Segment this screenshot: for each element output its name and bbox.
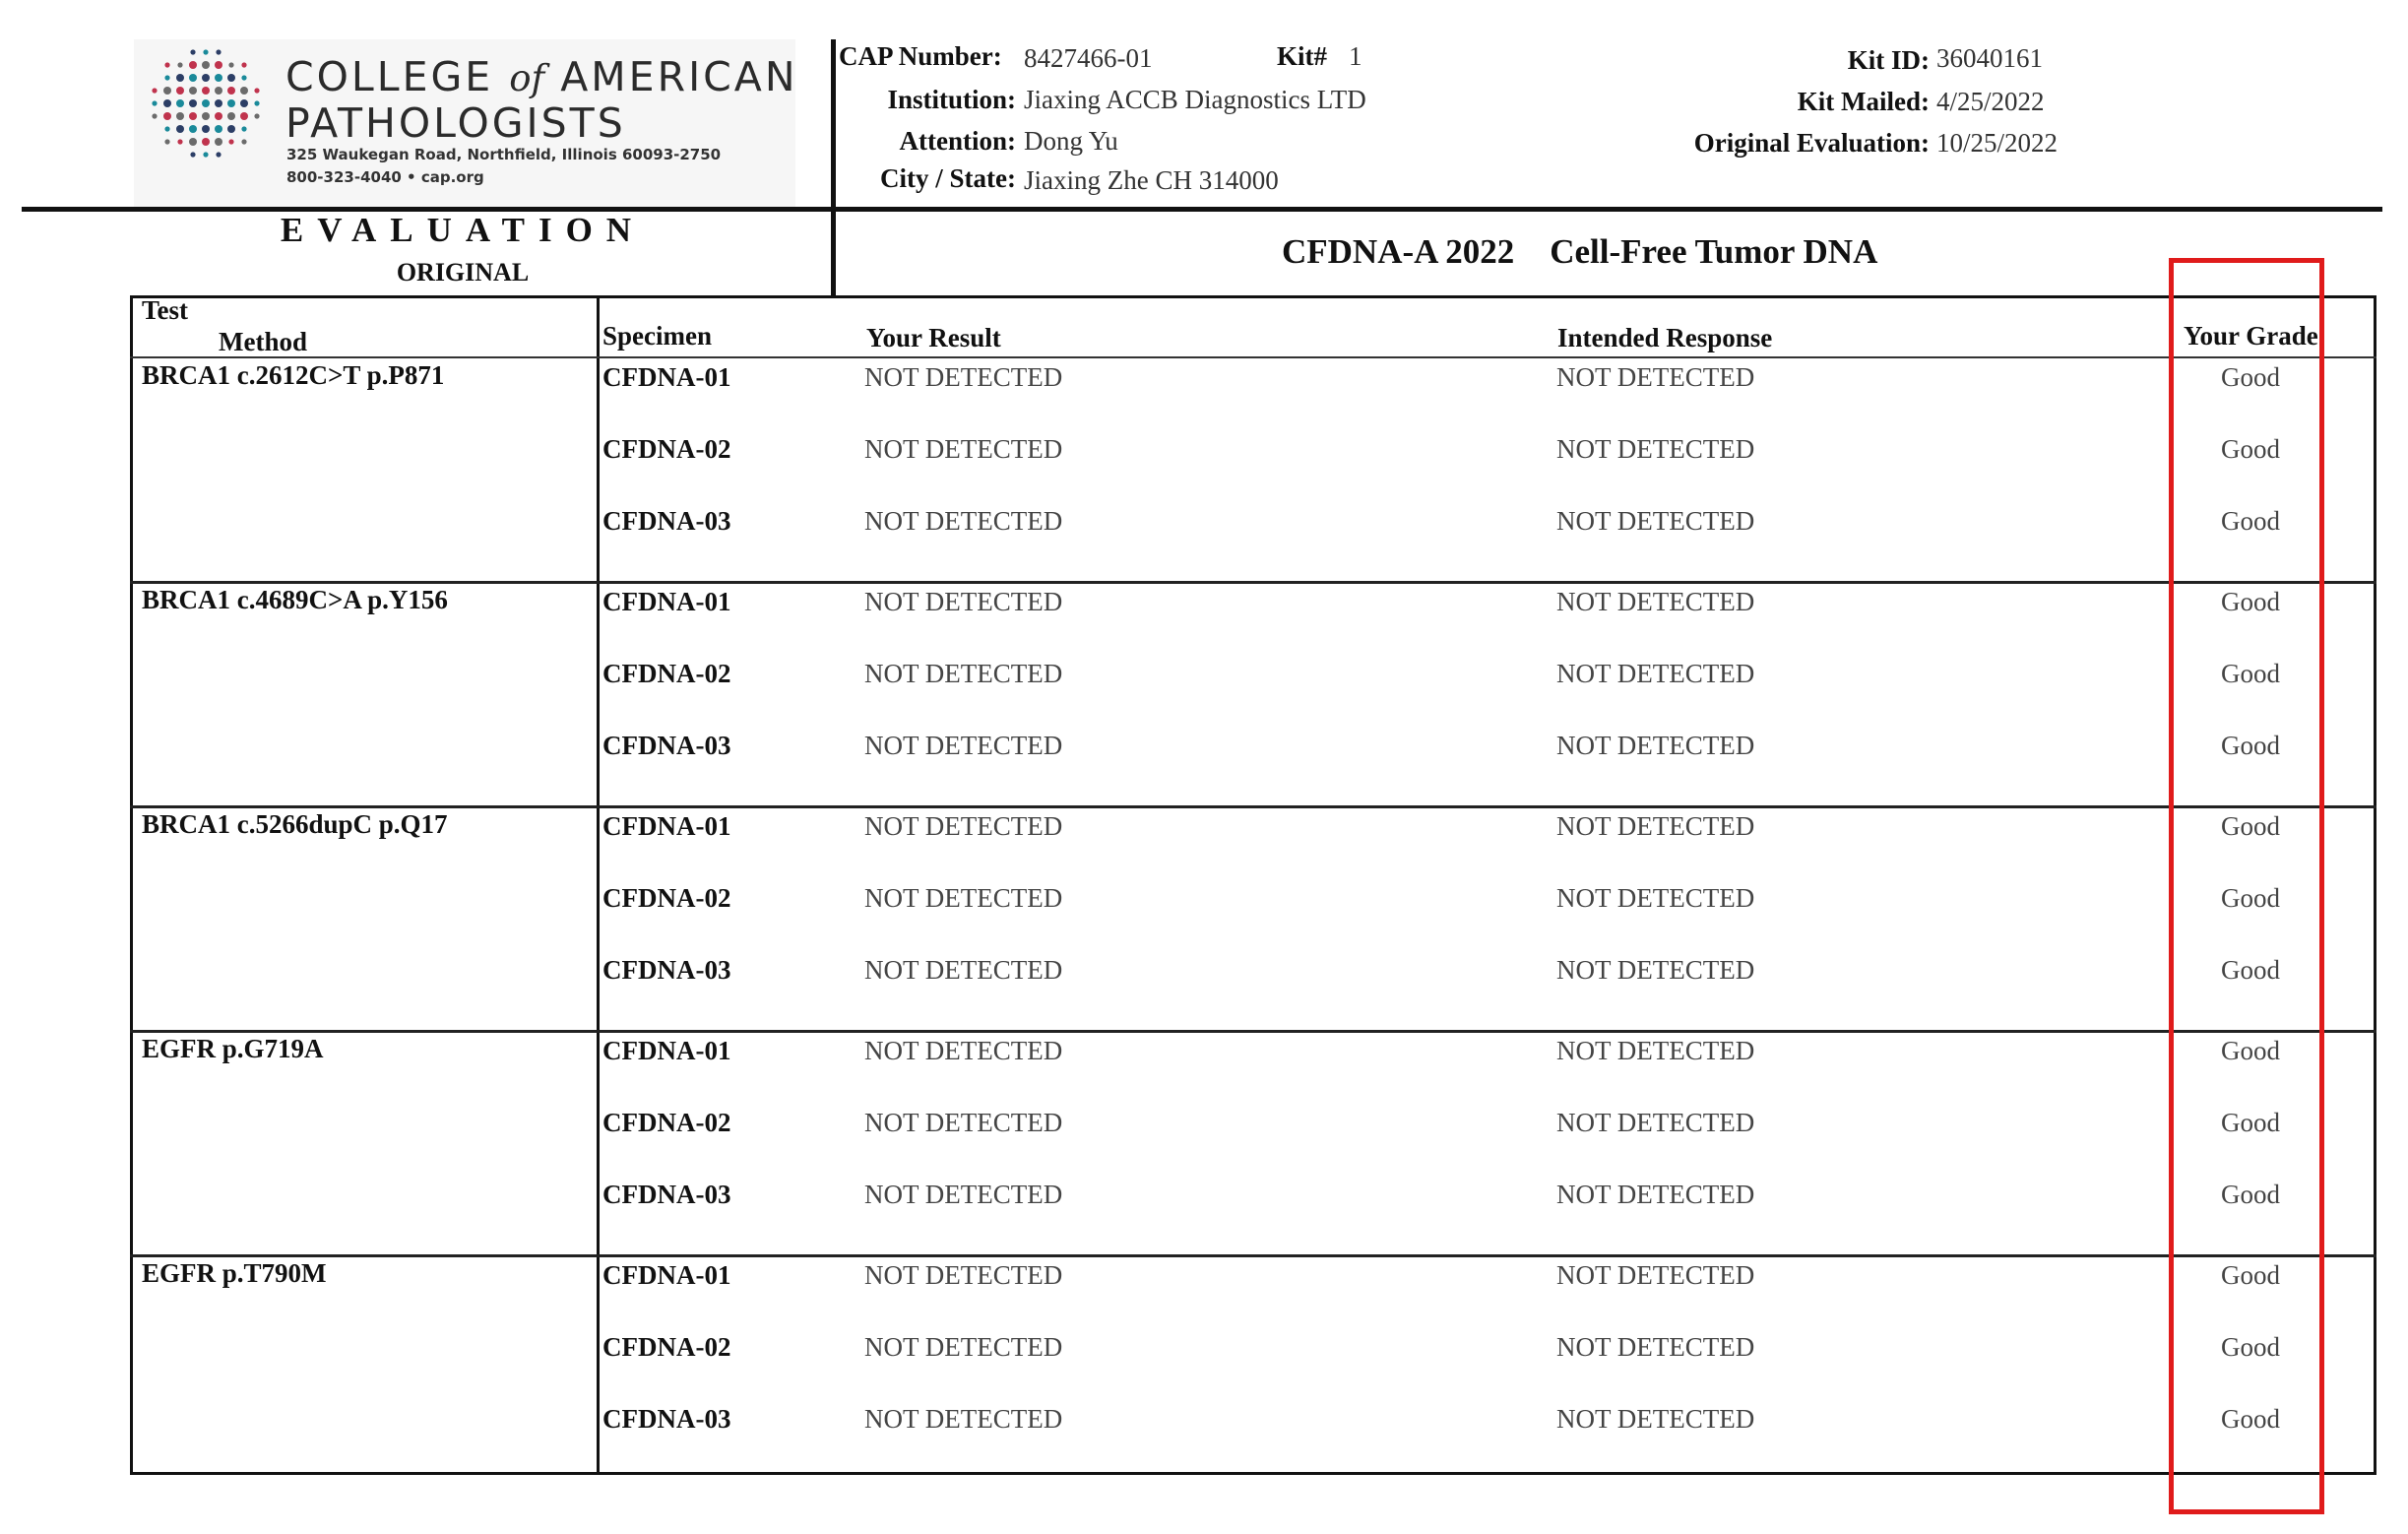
your-grade-cell: Good: [2221, 434, 2280, 464]
your-result-cell: NOT DETECTED: [864, 811, 1063, 841]
intended-response-cell: NOT DETECTED: [1556, 362, 1755, 392]
intended-response-cell: NOT DETECTED: [1556, 659, 1755, 688]
evaluation-title: EVALUATION: [280, 211, 646, 249]
your-grade-cell: Good: [2221, 811, 2280, 841]
logo-dot: [164, 62, 169, 67]
evaluation-subtitle: ORIGINAL: [396, 258, 530, 287]
kit-mailed-value: 4/25/2022: [1936, 87, 2045, 116]
logo-dot: [164, 139, 169, 144]
intended-response-cell: NOT DETECTED: [1556, 587, 1755, 616]
group-separator: [130, 1030, 2376, 1033]
your-grade-cell: Good: [2221, 587, 2280, 616]
logo-dot: [189, 125, 197, 133]
test-name: BRCA1 c.5266dupC p.Q17: [142, 809, 448, 839]
city-state-label: City / State:: [880, 163, 1016, 193]
logo-dot: [227, 112, 235, 120]
logo-dot: [164, 75, 169, 80]
your-result-cell: NOT DETECTED: [864, 506, 1063, 536]
logo-dot: [176, 74, 184, 82]
institution-value: Jiaxing ACCB Diagnostics LTD: [1024, 85, 1366, 114]
logo-dot: [203, 49, 208, 54]
your-grade-cell: Good: [2221, 506, 2280, 536]
your-result-cell: NOT DETECTED: [864, 1036, 1063, 1065]
institution-label: Institution:: [887, 85, 1016, 114]
your-grade-cell: Good: [2221, 883, 2280, 913]
logo-dot: [227, 125, 235, 133]
logo-dot: [241, 75, 246, 80]
specimen-cell: CFDNA-03: [602, 1404, 731, 1434]
logo-dot: [215, 61, 222, 69]
logo-dot: [215, 125, 222, 133]
specimen-cell: CFDNA-02: [602, 883, 731, 913]
logo-dot: [216, 49, 221, 54]
your-result-cell: NOT DETECTED: [864, 659, 1063, 688]
specimen-cell: CFDNA-02: [602, 1108, 731, 1137]
logo-dot: [227, 74, 235, 82]
your-result-cell: NOT DETECTED: [864, 955, 1063, 985]
kit-label: Kit#: [1277, 41, 1327, 71]
kit-id-value: 36040161: [1936, 43, 2043, 73]
attention-value: Dong Yu: [1024, 126, 1118, 156]
logo-dot: [241, 126, 246, 131]
logo-dot: [215, 87, 222, 95]
logo-dot: [176, 112, 184, 120]
specimen-cell: CFDNA-01: [602, 362, 731, 392]
intended-response-cell: NOT DETECTED: [1556, 1036, 1755, 1065]
your-result-cell: NOT DETECTED: [864, 1260, 1063, 1290]
logo-dot: [215, 99, 222, 107]
your-grade-cell: Good: [2221, 362, 2280, 392]
intended-response-cell: NOT DETECTED: [1556, 955, 1755, 985]
th-specimen: Specimen: [602, 321, 712, 351]
logo-dot: [189, 61, 197, 69]
logo-dot: [176, 99, 184, 107]
org-name-line1: COLLEGE of AMERICAN: [285, 53, 798, 100]
specimen-cell: CFDNA-03: [602, 506, 731, 536]
logo-dot: [189, 138, 197, 146]
logo-dot: [215, 138, 222, 146]
logo-dot: [189, 112, 197, 120]
intended-response-cell: NOT DETECTED: [1556, 1108, 1755, 1137]
intended-response-cell: NOT DETECTED: [1556, 434, 1755, 464]
org-contact: 800-323-4040 • cap.org: [286, 168, 484, 186]
your-result-cell: NOT DETECTED: [864, 587, 1063, 616]
specimen-cell: CFDNA-03: [602, 731, 731, 760]
test-name: BRCA1 c.4689C>A p.Y156: [142, 585, 448, 614]
logo-dot: [163, 99, 171, 107]
logo-dot: [240, 87, 248, 95]
logo-dot: [227, 99, 235, 107]
intended-response-cell: NOT DETECTED: [1556, 1180, 1755, 1209]
your-result-cell: NOT DETECTED: [864, 1332, 1063, 1362]
th-your-result: Your Result: [866, 323, 1001, 352]
logo-dot: [202, 112, 210, 120]
logo-dot: [240, 112, 248, 120]
cap-number-label: CAP Number:: [839, 41, 1002, 71]
logo-dot: [189, 87, 197, 95]
your-result-cell: NOT DETECTED: [864, 434, 1063, 464]
logo-dot: [164, 126, 169, 131]
test-column-divider: [597, 295, 600, 1475]
test-name: BRCA1 c.2612C>T p.P871: [142, 360, 445, 390]
your-grade-cell: Good: [2221, 1332, 2280, 1362]
specimen-cell: CFDNA-03: [602, 1180, 731, 1209]
logo-dot: [254, 113, 259, 118]
intended-response-cell: NOT DETECTED: [1556, 506, 1755, 536]
logo-dot: [189, 74, 197, 82]
intended-response-cell: NOT DETECTED: [1556, 811, 1755, 841]
th-test: Test: [142, 295, 189, 325]
logo-dot: [241, 62, 246, 67]
group-separator: [130, 1254, 2376, 1257]
your-result-cell: NOT DETECTED: [864, 883, 1063, 913]
logo-dot: [202, 125, 210, 133]
logo-dot: [152, 88, 157, 93]
logo-dot: [203, 152, 208, 157]
logo-dot: [254, 100, 259, 105]
logo-dot: [152, 113, 157, 118]
logo-dot: [176, 125, 184, 133]
logo-dot: [228, 139, 233, 144]
logo-dot: [177, 62, 182, 67]
logo-dot: [216, 152, 221, 157]
org-name-line2: PATHOLOGISTS: [285, 99, 626, 147]
logo-dot: [227, 87, 235, 95]
your-result-cell: NOT DETECTED: [864, 1180, 1063, 1209]
your-grade-cell: Good: [2221, 955, 2280, 985]
th-method: Method: [219, 327, 307, 356]
th-intended-response: Intended Response: [1557, 323, 1773, 352]
logo-dot: [177, 139, 182, 144]
kit-value: 1: [1349, 41, 1362, 71]
intended-response-cell: NOT DETECTED: [1556, 883, 1755, 913]
specimen-cell: CFDNA-02: [602, 434, 731, 464]
logo-dot: [176, 87, 184, 95]
your-grade-cell: Good: [2221, 1108, 2280, 1137]
logo-dot: [189, 99, 197, 107]
logo-dot: [202, 74, 210, 82]
program-title: [1282, 232, 1877, 272]
your-grade-cell: Good: [2221, 659, 2280, 688]
your-result-cell: NOT DETECTED: [864, 362, 1063, 392]
logo-dot: [202, 61, 210, 69]
org-address: 325 Waukegan Road, Northfield, Illinois 60093-2750: [286, 146, 722, 163]
intended-response-cell: NOT DETECTED: [1556, 1260, 1755, 1290]
your-result-cell: NOT DETECTED: [864, 1108, 1063, 1137]
specimen-cell: CFDNA-01: [602, 587, 731, 616]
group-separator: [130, 581, 2376, 584]
grade-highlight-box: [2169, 258, 2324, 1514]
logo-dot: [215, 74, 222, 82]
city-state-value: Jiaxing Zhe CH 314000: [1024, 165, 1279, 195]
logo-dot: [240, 99, 248, 107]
logo-dot: [202, 87, 210, 95]
th-your-grade: Your Grade: [2184, 321, 2318, 351]
specimen-cell: CFDNA-01: [602, 811, 731, 841]
cap-logo-icon: [148, 45, 264, 161]
table-header-divider: [130, 356, 2376, 358]
cap-number-value: 8427466-01: [1024, 43, 1153, 73]
logo-dot: [202, 99, 210, 107]
logo-dot: [254, 88, 259, 93]
specimen-cell: CFDNA-02: [602, 1332, 731, 1362]
program-code: CFDNA-A 2022: [1282, 232, 1515, 271]
logo-dot: [190, 152, 195, 157]
test-name: EGFR p.T790M: [142, 1258, 327, 1288]
logo-dot: [163, 87, 171, 95]
your-result-cell: NOT DETECTED: [864, 731, 1063, 760]
intended-response-cell: NOT DETECTED: [1556, 731, 1755, 760]
results-table: [130, 295, 2376, 1475]
test-name: EGFR p.G719A: [142, 1034, 324, 1063]
logo-dot: [163, 112, 171, 120]
specimen-cell: CFDNA-03: [602, 955, 731, 985]
your-grade-cell: Good: [2221, 1260, 2280, 1290]
logo-dot: [241, 139, 246, 144]
original-evaluation-value: 10/25/2022: [1936, 128, 2059, 158]
kit-mailed-label: Kit Mailed:: [1797, 87, 1930, 116]
logo-dot: [202, 138, 210, 146]
attention-label: Attention:: [899, 126, 1016, 156]
your-grade-cell: Good: [2221, 1036, 2280, 1065]
program-name: Cell-Free Tumor DNA: [1550, 232, 1878, 271]
your-grade-cell: Good: [2221, 731, 2280, 760]
group-separator: [130, 805, 2376, 808]
specimen-cell: CFDNA-02: [602, 659, 731, 688]
logo-dot: [228, 62, 233, 67]
logo-dot: [190, 49, 195, 54]
your-grade-cell: Good: [2221, 1404, 2280, 1434]
header-divider-vertical: [831, 39, 836, 297]
logo-dot: [152, 100, 157, 105]
logo-dot: [215, 112, 222, 120]
intended-response-cell: NOT DETECTED: [1556, 1332, 1755, 1362]
your-grade-cell: Good: [2221, 1180, 2280, 1209]
kit-id-label: Kit ID:: [1847, 45, 1930, 75]
original-evaluation-label: Original Evaluation:: [1693, 128, 1930, 158]
intended-response-cell: NOT DETECTED: [1556, 1404, 1755, 1434]
specimen-cell: CFDNA-01: [602, 1036, 731, 1065]
your-result-cell: NOT DETECTED: [864, 1404, 1063, 1434]
specimen-cell: CFDNA-01: [602, 1260, 731, 1290]
